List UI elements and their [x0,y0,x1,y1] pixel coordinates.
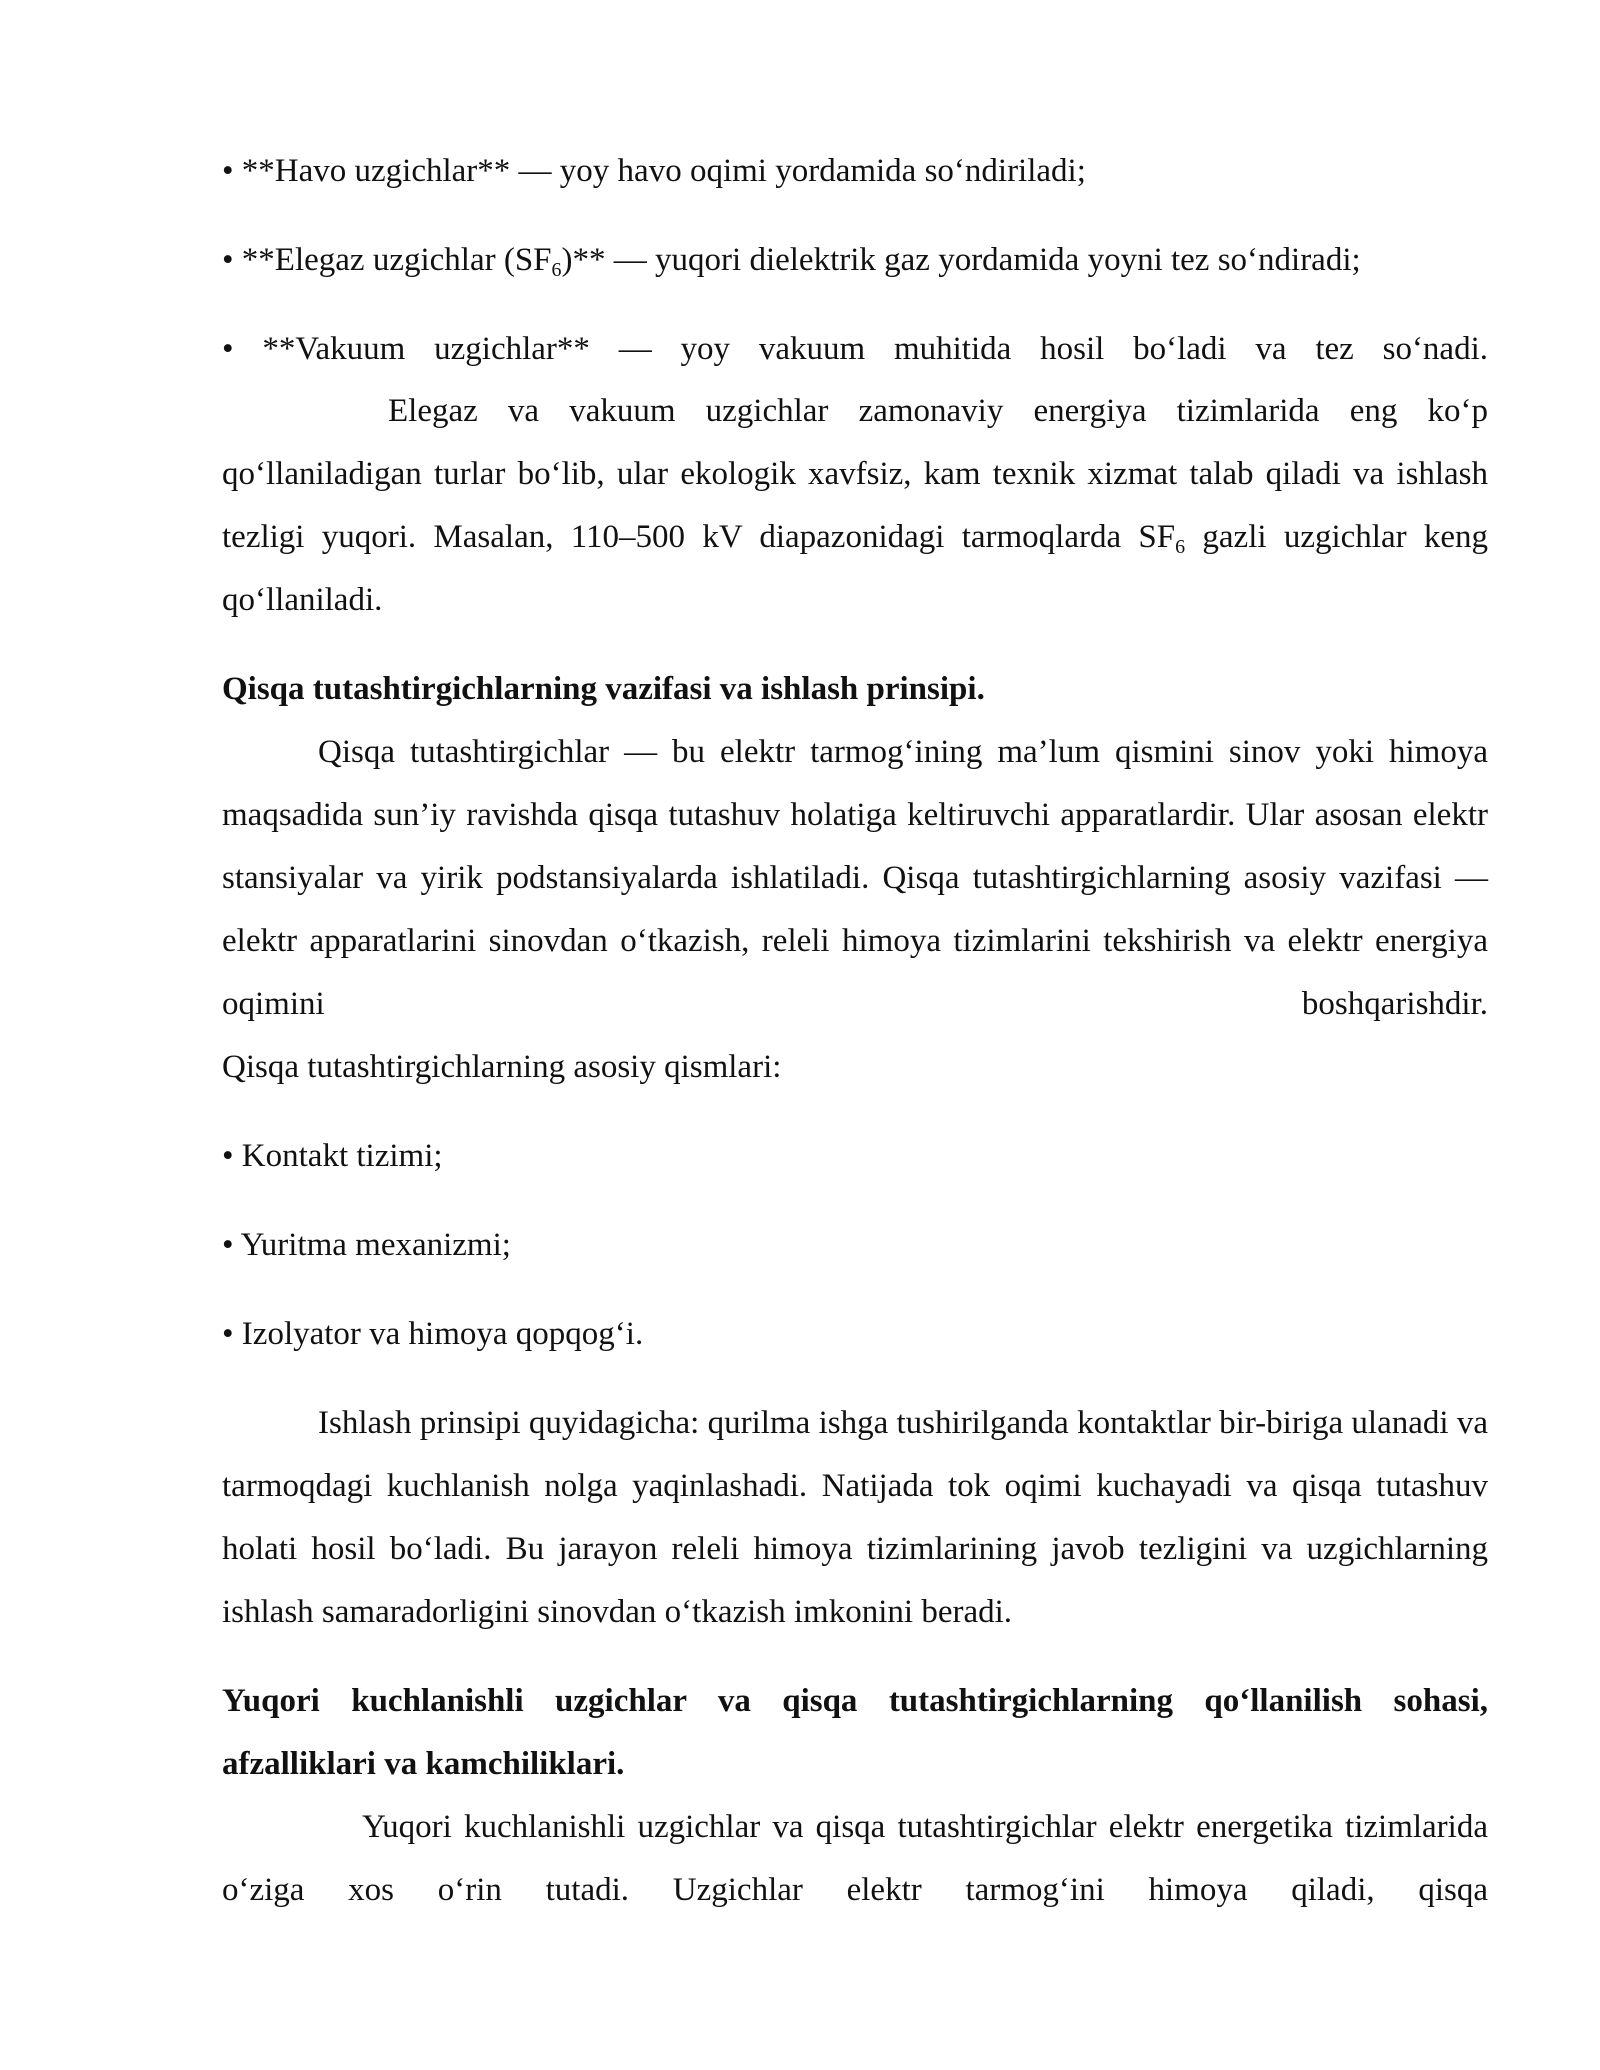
subscript: 6 [551,259,562,281]
list-item-havo-uzgichlar [222,140,1488,203]
section-heading-qisqa-tutashtirgichlar: Qisqa tutashtirgichlarning vazifasi va ishlash prinsipi. [222,671,985,707]
paragraph-qisqa-tutashtirgichlar: Qisqa tutashtirgichlar — bu elektr tarmog‘ining ma’lum qismini sinov yoki himoya maqsadida sun’iy ravishda qisqa tutashuv holatiga keltiruvchi apparatlardir. Ular asosan elektr stansiyalar va yirik podstansiyalarda ishlatiladi. Qisqa tutashtirgichlarning asosiy vazifasi — elektr apparatlarini sinovdan o‘tkazish, releli himoya tizimlarini tekshirish va elektr energiya oqimini boshqarishdir. [222,734,1488,1022]
list-item-text: • **Havo uzgichlar** — yoy havo oqimi yordamida so‘ndiriladi; [222,153,1086,189]
list-item-yuritma-mexanizmi: • Yuritma mexanizmi; [222,1227,511,1263]
paragraph-text-continued: gazli uzgichlar keng qo‘llaniladi. [222,519,1489,618]
paragraph-asosiy-qismlar: Qisqa tutashtirgichlarning asosiy qismlari: [222,1049,782,1085]
paragraph-yuqori-kuchlanishli: Yuqori kuchlanishli uzgichlar va qisqa tutashtirgichlar elektr energetika tizimlarida o‘ziga xos o‘rin tutadi. Uzgichlar elektr tarmog‘ini himoya qiladi, qisqa [222,1809,1488,1908]
paragraph-elegaz-vakuum [222,380,1488,632]
list-item-vakuum-uzgichlar [222,318,1488,381]
subscript: 6 [1175,536,1186,558]
list-item-kontakt-tizimi: • Kontakt tizimi; [222,1138,443,1174]
list-item-elegaz-uzgichlar [222,229,1488,292]
list-item-text-continued: )** — yuqori dielektrik gaz yordamida yoyni tez so‘ndiradi; [561,242,1361,278]
paragraph-ishlash-prinsipi: Ishlash prinsipi quyidagicha: qurilma ishga tushirilganda kontaktlar bir-biriga ulanadi va tarmoqdagi kuchlanish nolga yaqinlashadi. Natijada tok oqimi kuchayadi va qisqa tutashuv holati hosil bo‘ladi. Bu jarayon releli himoya tizimlarining javob tezligini va uzgichlarning ishlash samaradorligini sinovdan o‘tkazish imkonini beradi. [222,1405,1488,1630]
list-item-text: • **Vakuum uzgichlar** — yoy vakuum muhitida hosil bo‘ladi va tez so‘nadi. [222,331,1488,367]
document-page [222,140,1488,1922]
section-heading-qollanilish-sohasi: Yuqori kuchlanishli uzgichlar va qisqa tutashtirgichlarning qo‘llanilish sohasi, afzalliklari va kamchiliklari. [222,1683,1488,1782]
list-item-text: • **Elegaz uzgichlar (SF [222,242,552,278]
list-item-izolyator: • Izolyator va himoya qopqog‘i. [222,1316,644,1352]
paragraph-text: Elegaz va vakuum uzgichlar zamonaviy energiya tizimlarida eng ko‘p qo‘llaniladigan turlar bo‘lib, ular ekologik xavfsiz, kam texnik xizmat talab qiladi va ishlash tezligi yuqori. Masalan, 110–500 kV diapazonidagi tarmoqlarda SF [222,393,1488,555]
